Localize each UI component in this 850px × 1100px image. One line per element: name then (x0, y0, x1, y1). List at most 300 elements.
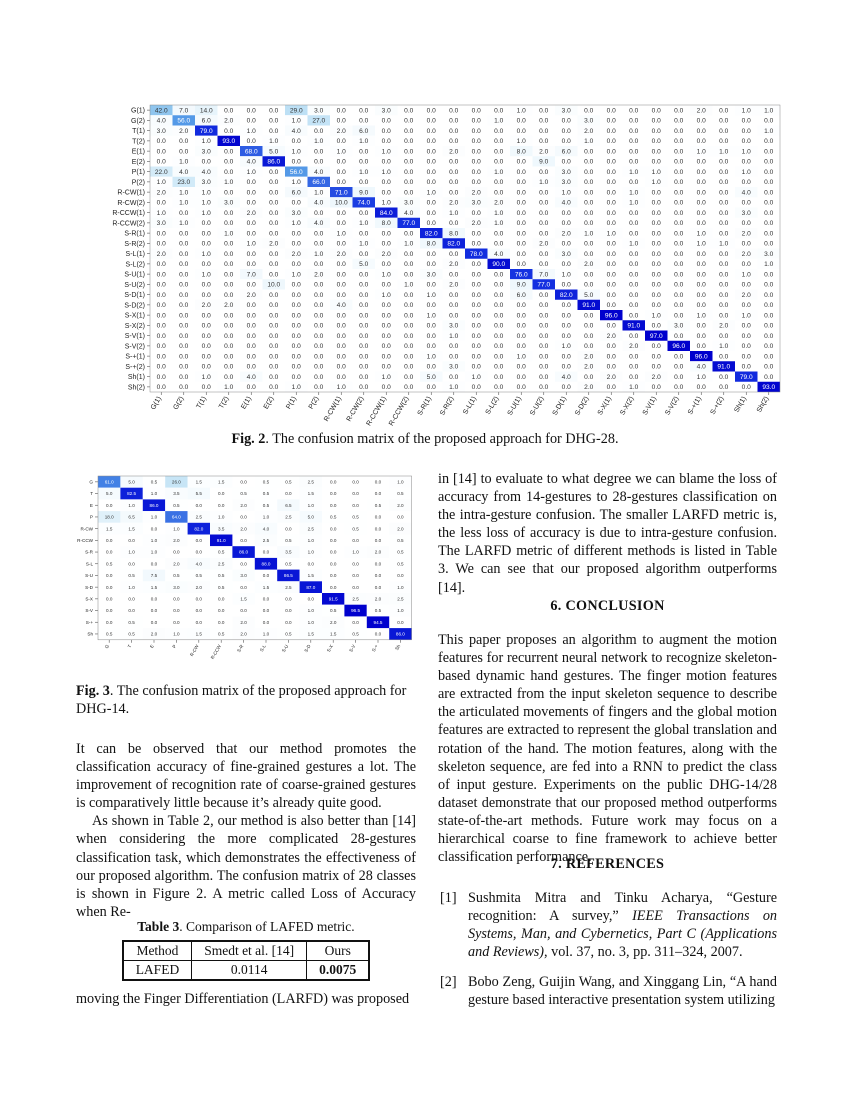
cell-value-label: 2.5 (195, 514, 202, 520)
cell-value-label: 0.0 (359, 312, 369, 320)
cell-value-label: 0.0 (629, 363, 639, 371)
cell-value-label: 0.0 (719, 312, 729, 320)
cell-value-label: 0.0 (404, 148, 414, 156)
cell-value-label: 0.0 (516, 384, 526, 392)
cell-value-label: 9.0 (516, 281, 526, 289)
cell-value-label: 0.0 (404, 322, 414, 330)
cell-value-label: 0.0 (449, 158, 459, 166)
cell-value-label: 0.0 (269, 179, 279, 187)
cell-value-label: 0.0 (449, 353, 459, 361)
cell-value-label: 0.0 (606, 281, 616, 289)
cell-value-label: 1.0 (179, 189, 189, 197)
cell-value-label: 82.0 (424, 230, 438, 238)
cell-value-label: 0.0 (449, 220, 459, 228)
cell-value-label: 0.5 (150, 479, 158, 485)
cell-value-label: 0.5 (128, 631, 135, 637)
cell-value-label: 2.0 (449, 199, 459, 207)
cell-value-label: 1.0 (426, 312, 436, 320)
cell-value-label: 1.0 (179, 199, 189, 207)
cell-value-label: 0.0 (381, 353, 391, 361)
cell-value-label: 0.0 (330, 573, 337, 579)
cell-value-label: 0.0 (629, 107, 639, 115)
cell-value-label: 0.0 (651, 271, 661, 279)
row-tick-label: P(1) (131, 169, 145, 177)
cell-value-label: 0.0 (494, 312, 504, 320)
cell-value-label: 0.0 (494, 107, 504, 115)
cell-value-label: 0.0 (516, 158, 526, 166)
cell-value-label: 2.0 (471, 189, 481, 197)
fig3-caption-text: . The confusion matrix of the proposed approach for DHG-14. (76, 683, 407, 717)
cell-value-label: 0.0 (471, 312, 481, 320)
cell-value-label: 0.0 (128, 596, 135, 602)
cell-value-label: 0.0 (516, 199, 526, 207)
cell-value-label: 0.0 (561, 332, 571, 340)
cell-value-label: 1.0 (584, 230, 594, 238)
cell-value-label: 0.0 (606, 189, 616, 197)
cell-value-label: 1.0 (291, 117, 301, 125)
cell-value-label: 0.0 (404, 250, 414, 258)
cell-value-label: 0.0 (201, 240, 211, 248)
cell-value-label: 0.0 (179, 148, 189, 156)
cell-value-label: 0.0 (561, 209, 571, 217)
row-tick-label: R-CCW(2) (112, 220, 145, 228)
cell-value-label: 0.0 (651, 363, 661, 371)
cell-value-label: 86.0 (149, 502, 159, 508)
cell-value-label: 2.0 (330, 619, 337, 625)
cell-value-label: 0.0 (291, 343, 301, 351)
cell-value-label: 0.0 (674, 312, 684, 320)
cell-value-label: 97.0 (649, 332, 663, 340)
cell-value-label: 8.0 (449, 230, 459, 238)
row-tick-label: G (89, 479, 93, 485)
cell-value-label: 1.5 (106, 526, 113, 532)
cell-value-label: 0.0 (674, 138, 684, 146)
cell-value-label: 0.0 (629, 353, 639, 361)
cell-value-label: 0.0 (269, 343, 279, 351)
table3-header-method: Method (123, 941, 192, 961)
cell-value-label: 3.0 (156, 220, 166, 228)
cell-value-label: 0.0 (449, 373, 459, 381)
cell-value-label: 4.0 (246, 158, 256, 166)
cell-value-label: 4.0 (314, 168, 324, 176)
cell-value-label: 0.0 (246, 384, 256, 392)
cell-value-label: 0.0 (156, 261, 166, 269)
cell-value-label: 0.0 (352, 502, 359, 508)
cell-value-label: 3.0 (201, 148, 211, 156)
cell-value-label: 1.0 (561, 271, 571, 279)
cell-value-label: 0.0 (330, 537, 337, 543)
cell-value-label: 3.0 (561, 250, 571, 258)
row-tick-label: S-U(2) (124, 281, 145, 289)
cell-value-label: 0.0 (246, 363, 256, 371)
table3-header-ours: Ours (307, 941, 370, 961)
cell-value-label: 0.0 (426, 250, 436, 258)
cell-value-label: 2.0 (449, 148, 459, 156)
cell-value-label: 0.0 (381, 138, 391, 146)
column-tick-label: S-+(2) (709, 395, 726, 417)
cell-value-label: 0.0 (696, 179, 706, 187)
cell-value-label: 1.0 (307, 549, 314, 555)
cell-value-label: 0.0 (404, 189, 414, 197)
cell-value-label: 0.0 (494, 353, 504, 361)
cell-value-label: 0.0 (494, 384, 504, 392)
cell-value-label: 2.0 (741, 250, 751, 258)
cell-value-label: 0.0 (291, 158, 301, 166)
cell-value-label: 1.0 (629, 240, 639, 248)
cell-value-label: 0.0 (262, 596, 270, 602)
cell-value-label: 0.0 (629, 220, 639, 228)
cell-value-label: 2.0 (606, 332, 616, 340)
cell-value-label: 91.0 (216, 537, 226, 543)
cell-value-label: 0.0 (539, 230, 549, 238)
cell-value-label: 2.0 (539, 240, 549, 248)
cell-value-label: 0.0 (404, 353, 414, 361)
cell-value-label: 96.0 (672, 343, 686, 351)
cell-value-label: 0.0 (330, 479, 337, 485)
cell-value-label: 0.0 (359, 117, 369, 125)
cell-value-label: 0.5 (128, 573, 135, 579)
cell-value-label: 0.0 (291, 363, 301, 371)
cell-value-label: 0.0 (516, 332, 526, 340)
cell-value-label: 4.0 (561, 373, 571, 381)
cell-value-label: 0.0 (584, 199, 594, 207)
cell-value-label: 0.0 (240, 584, 247, 590)
cell-value-label: 0.0 (336, 209, 346, 217)
cell-value-label: 0.0 (674, 281, 684, 289)
cell-value-label: 0.0 (381, 281, 391, 289)
cell-value-label: 0.0 (374, 561, 382, 567)
cell-value-label: 0.0 (269, 230, 279, 238)
cell-value-label: 0.0 (449, 179, 459, 187)
cell-value-label: 0.0 (629, 261, 639, 269)
cell-value-label: 1.0 (629, 384, 639, 392)
row-tick-label: E(1) (131, 148, 145, 156)
column-tick-label: S-U (280, 643, 290, 654)
cell-value-label: 4.0 (314, 199, 324, 207)
cell-value-label: 7.0 (179, 107, 189, 115)
cell-value-label: 2.0 (246, 291, 256, 299)
column-tick-label: S-L(1) (462, 395, 478, 416)
cell-value-label: 1.0 (307, 502, 314, 508)
cell-value-label: 0.0 (224, 363, 234, 371)
column-tick-label: R-CW (189, 643, 200, 658)
cell-value-label: 0.0 (314, 230, 324, 238)
cell-value-label: 0.0 (314, 302, 324, 310)
cell-value-label: 0.0 (629, 271, 639, 279)
cell-value-label: 1.0 (201, 271, 211, 279)
cell-value-label: 0.0 (764, 373, 774, 381)
table3-value-smedt: 0.0114 (192, 961, 307, 981)
right-paragraph-1: in [14] to evaluate to what degree we can blame the loss of accuracy from 14-gestures to 28-gestures classification on the intra-gesture confusion. The smaller LARFD metric is, the less loss of accuracy is due to intra-gesture confusion. The LARFD metric of different methods is listed in Table 3. We can see that our proposed algorithm outperforms [14]. (438, 471, 777, 596)
row-tick-label: S-X(2) (124, 322, 145, 330)
cell-value-label: 0.0 (719, 158, 729, 166)
cell-value-label: 0.0 (179, 332, 189, 340)
cell-value-label: 0.0 (150, 596, 158, 602)
cell-value-label: 1.0 (246, 127, 256, 135)
cell-value-label: 0.0 (674, 291, 684, 299)
cell-value-label: 4.0 (741, 189, 751, 197)
cell-value-label: 0.0 (651, 209, 661, 217)
cell-value-label: 0.0 (291, 291, 301, 299)
cell-value-label: 0.0 (156, 291, 166, 299)
cell-value-label: 0.0 (426, 384, 436, 392)
cell-value-label: 0.0 (330, 491, 337, 497)
cell-value-label: 0.0 (179, 312, 189, 320)
cell-value-label: 3.0 (381, 107, 391, 115)
cell-value-label: 2.0 (397, 502, 404, 508)
cell-value-label: 0.0 (426, 168, 436, 176)
cell-value-label: 0.0 (195, 596, 202, 602)
cell-value-label: 0.0 (397, 573, 404, 579)
cell-value-label: 0.0 (179, 138, 189, 146)
cell-value-label: 0.0 (629, 332, 639, 340)
row-tick-label: Sh (87, 631, 93, 637)
cell-value-label: 0.0 (606, 291, 616, 299)
cell-value-label: 0.0 (494, 322, 504, 330)
row-tick-label: E(2) (131, 158, 145, 166)
cell-value-label: 0.0 (539, 250, 549, 258)
cell-value-label: 82.0 (559, 291, 573, 299)
cell-value-label: 1.5 (218, 479, 225, 485)
cell-value-label: 0.0 (330, 502, 337, 508)
cell-value-label: 0.0 (696, 117, 706, 125)
column-tick-label: S-D(1) (551, 395, 568, 417)
cell-value-label: 0.0 (494, 281, 504, 289)
cell-value-label: 0.0 (218, 596, 225, 602)
cell-value-label: 0.0 (471, 384, 481, 392)
cell-value-label: 86.5 (283, 573, 293, 579)
cell-value-label: 0.0 (224, 322, 234, 330)
cell-value-label: 1.0 (764, 107, 774, 115)
cell-value-label: 0.0 (246, 230, 256, 238)
cell-value-label: 0.0 (719, 261, 729, 269)
cell-value-label: 0.0 (606, 261, 616, 269)
cell-value-label: 0.0 (336, 117, 346, 125)
cell-value-label: 1.0 (651, 168, 661, 176)
cell-value-label: 78.0 (469, 250, 483, 258)
cell-value-label: 0.0 (674, 220, 684, 228)
confusion-matrix-dhg28 (100, 98, 776, 428)
cell-value-label: 9.0 (539, 158, 549, 166)
conclusion-text (438, 631, 777, 866)
cell-value-label: 1.0 (516, 138, 526, 146)
cell-value-label: 1.0 (156, 209, 166, 217)
cell-value-label: 1.0 (449, 209, 459, 217)
cell-value-label: 0.0 (494, 189, 504, 197)
row-tick-label: S-D(2) (124, 302, 145, 310)
cell-value-label: 0.5 (374, 502, 382, 508)
cell-value-label: 1.0 (449, 384, 459, 392)
cell-value-label: 0.0 (741, 384, 751, 392)
cell-value-label: 0.0 (764, 281, 774, 289)
cell-value-label: 0.0 (269, 127, 279, 135)
cell-value-label: 0.5 (240, 491, 247, 497)
cell-value-label: 1.0 (173, 631, 180, 637)
cell-value-label: 0.0 (224, 127, 234, 135)
cell-value-label: 2.0 (156, 189, 166, 197)
column-tick-label: P (171, 643, 178, 649)
cell-value-label: 0.0 (426, 158, 436, 166)
cell-value-label: 0.0 (449, 117, 459, 125)
cell-value-label: 0.0 (218, 491, 225, 497)
cell-value-label: 0.0 (269, 332, 279, 340)
cell-value-label: 0.0 (741, 322, 751, 330)
cell-value-label: 0.0 (291, 281, 301, 289)
cell-value-label: 3.0 (240, 573, 247, 579)
cell-value-label: 0.0 (246, 117, 256, 125)
cell-value-label: 0.0 (494, 240, 504, 248)
cell-value-label: 0.0 (449, 127, 459, 135)
cell-value-label: 0.0 (651, 291, 661, 299)
cell-value-label: 0.0 (719, 107, 729, 115)
cell-value-label: 0.0 (651, 220, 661, 228)
cell-value-label: 0.0 (336, 343, 346, 351)
cell-value-label: 0.0 (516, 230, 526, 238)
cell-value-label: 0.0 (516, 127, 526, 135)
cell-value-label: 0.0 (426, 281, 436, 289)
cell-value-label: 0.0 (741, 117, 751, 125)
column-tick-label: E(1) (240, 395, 253, 411)
cell-value-label: 0.0 (516, 302, 526, 310)
cell-value-label: 0.0 (352, 584, 359, 590)
cell-value-label: 0.0 (719, 271, 729, 279)
cell-value-label: 0.0 (764, 179, 774, 187)
cell-value-label: 0.0 (584, 373, 594, 381)
cell-value-label: 1.0 (397, 608, 404, 614)
cell-value-label: 0.0 (561, 240, 571, 248)
cell-value-label: 1.0 (359, 220, 369, 228)
cell-value-label: 1.0 (426, 353, 436, 361)
cell-value-label: 0.0 (741, 179, 751, 187)
cell-value-label: 0.0 (352, 537, 359, 543)
cell-value-label: 96.0 (694, 353, 708, 361)
cell-value-label: 0.0 (471, 148, 481, 156)
cell-value-label: 93.0 (222, 138, 236, 146)
cell-value-label: 0.0 (426, 127, 436, 135)
cell-value-label: 0.0 (195, 619, 202, 625)
cell-value-label: 0.0 (128, 561, 135, 567)
cell-value-label: 0.0 (381, 261, 391, 269)
cell-value-label: 0.0 (291, 373, 301, 381)
cell-value-label: 0.0 (156, 353, 166, 361)
cell-value-label: 0.0 (224, 373, 234, 381)
cell-value-label: 6.5 (128, 514, 135, 520)
cell-value-label: 0.0 (262, 608, 270, 614)
cell-value-label: 1.0 (336, 384, 346, 392)
cell-value-label: 0.0 (539, 291, 549, 299)
cell-value-label: 26.0 (171, 479, 181, 485)
cell-value-label: 0.0 (539, 138, 549, 146)
cell-value-label: 2.0 (449, 261, 459, 269)
cell-value-label: 1.0 (128, 549, 135, 555)
cell-value-label: 2.0 (336, 127, 346, 135)
cell-value-label: 0.0 (156, 199, 166, 207)
column-tick-label: R-CCW (209, 643, 223, 661)
cell-value-label: 0.0 (179, 240, 189, 248)
cell-value-label: 0.0 (471, 302, 481, 310)
cell-value-label: 0.0 (741, 199, 751, 207)
cell-value-label: 0.0 (359, 148, 369, 156)
cell-value-label: 0.0 (330, 561, 337, 567)
cell-value-label: 0.0 (336, 281, 346, 289)
cell-value-label: 0.0 (606, 148, 616, 156)
cell-value-label: 0.0 (156, 281, 166, 289)
cell-value-label: 0.0 (195, 502, 202, 508)
cell-value-label: 0.0 (404, 127, 414, 135)
cell-value-label: 0.0 (651, 148, 661, 156)
cell-value-label: 0.0 (106, 549, 113, 555)
cell-value-label: 0.0 (561, 281, 571, 289)
cell-value-label: 0.0 (359, 384, 369, 392)
cell-value-label: 0.0 (629, 291, 639, 299)
cell-value-label: 1.0 (352, 549, 359, 555)
cell-value-label: 0.0 (246, 332, 256, 340)
cell-value-label: 1.5 (128, 526, 135, 532)
cell-value-label: 0.0 (606, 363, 616, 371)
cell-value-label: 1.0 (629, 199, 639, 207)
cell-value-label: 0.0 (516, 179, 526, 187)
cell-value-label: 8.0 (516, 148, 526, 156)
cell-value-label: 4.0 (494, 250, 504, 258)
column-tick-label: R-CW(2) (345, 395, 366, 423)
cell-value-label: 71.0 (334, 189, 348, 197)
cell-value-label: 0.0 (246, 179, 256, 187)
cell-value-label: 3.0 (314, 107, 324, 115)
cell-value-label: 94.5 (373, 619, 383, 625)
fig2-caption (0, 430, 850, 448)
cell-value-label: 0.0 (764, 220, 774, 228)
cell-value-label: 1.0 (741, 168, 751, 176)
cell-value-label: 2.0 (336, 250, 346, 258)
cell-value-label: 0.0 (494, 271, 504, 279)
column-tick-label: T (126, 643, 133, 649)
cell-value-label: 0.0 (291, 240, 301, 248)
cell-value-label: 0.0 (262, 619, 270, 625)
reference-1-number: [1] (440, 890, 457, 906)
cell-value-label: 2.0 (179, 127, 189, 135)
cell-value-label: 1.0 (201, 138, 211, 146)
row-tick-label: P(2) (131, 179, 145, 187)
cell-value-label: 0.0 (426, 332, 436, 340)
cell-value-label: 0.0 (584, 332, 594, 340)
cell-value-label: 0.0 (696, 322, 706, 330)
cell-value-label: 0.0 (179, 271, 189, 279)
cell-value-label: 0.0 (764, 240, 774, 248)
cell-value-label: 0.0 (494, 138, 504, 146)
cell-value-label: 0.0 (741, 353, 751, 361)
row-tick-label: S-+(2) (125, 363, 145, 371)
cell-value-label: 79.0 (739, 373, 753, 381)
cell-value-label: 1.0 (201, 373, 211, 381)
cell-value-label: 18.0 (104, 514, 114, 520)
cell-value-label: 0.0 (741, 240, 751, 248)
cell-value-label: 0.0 (651, 127, 661, 135)
cell-value-label: 0.0 (246, 343, 256, 351)
cell-value-label: 0.0 (224, 250, 234, 258)
cell-value-label: 0.0 (516, 240, 526, 248)
cell-value-label: 5.0 (106, 491, 113, 497)
cell-value-label: 0.0 (381, 312, 391, 320)
cell-value-label: 3.0 (404, 199, 414, 207)
cell-value-label: 0.0 (156, 230, 166, 238)
cell-value-label: 0.0 (629, 158, 639, 166)
cell-value-label: 0.0 (606, 107, 616, 115)
cell-value-label: 0.0 (764, 138, 774, 146)
cell-value-label: 1.0 (262, 631, 270, 637)
column-tick-label: E(2) (262, 395, 276, 411)
cell-value-label: 0.0 (719, 189, 729, 197)
cell-value-label: 82.0 (447, 240, 461, 248)
